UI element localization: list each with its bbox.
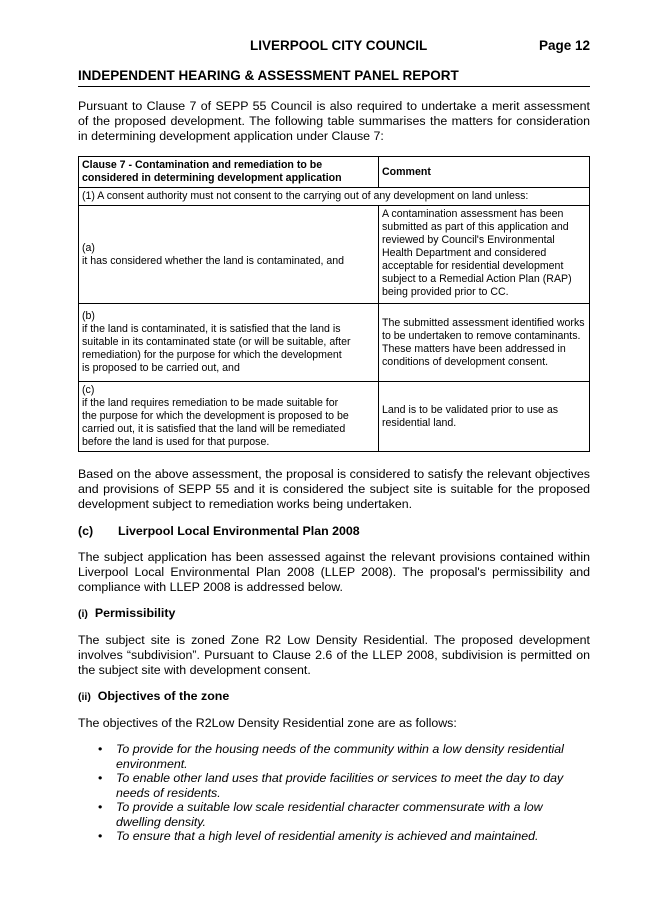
clause-label: (c) xyxy=(82,384,95,396)
clause-text: if the land is contaminated, it is satisfied that the land is suitable in its contaminated state (or will be suitable, after remediation) for the purpose for which the development is proposed to be carried out, and xyxy=(82,323,351,374)
table-row xyxy=(79,382,590,452)
permissibility-heading xyxy=(78,606,175,620)
objectives-intro: The objectives of the R2Low Density Residential zone are as follows: xyxy=(78,716,457,730)
council-name: LIVERPOOL CITY COUNCIL xyxy=(250,38,428,53)
clause-cell xyxy=(79,206,379,304)
table-row xyxy=(79,206,590,304)
clause-cell xyxy=(79,304,379,382)
permissibility-title: Permissibility xyxy=(94,606,176,620)
clause-label: (a) xyxy=(82,241,95,254)
table-header-clause: Clause 7 - Contamination and remediation to be considered in determining development application xyxy=(79,157,379,188)
conclusion-paragraph: Based on the above assessment, the proposal is considered to satisfy the relevant objectives and provisions of SEPP 55 and it is considered the subject site is suitable for the proposed development subject to remediation works being undertaken. xyxy=(78,467,590,511)
comment-cell: The submitted assessment identified works to be undertaken to remove contaminants. These matters have been addressed in conditions of development consent. xyxy=(379,304,590,382)
page-number: Page 12 xyxy=(538,38,590,53)
table-row xyxy=(79,304,590,382)
list-item: • To enable other land uses that provide facilities or services to meet the day to day needs of residents. xyxy=(78,771,590,800)
report-title: INDEPENDENT HEARING & ASSESSMENT PANEL REPORT xyxy=(78,68,590,87)
list-item: • To provide a suitable low scale residential character commensurate with a low dwelling density. xyxy=(78,800,590,829)
section-c-title: Liverpool Local Environmental Plan 2008 xyxy=(118,524,360,538)
table-header-comment: Comment xyxy=(379,157,590,188)
clause-text: if the land requires remediation to be made suitable for the purpose for which the development is proposed to be carried out, it is satisfied that the land will be remediated before the land is used for that purpose. xyxy=(82,397,349,448)
table-header-row xyxy=(79,157,590,188)
table-span-row xyxy=(79,188,590,206)
comment-cell: A contamination assessment has been submitted as part of this application and reviewed by Council's Environmental Health Department and considered acceptable for residential development subject to a Remedial Action Plan (RAP) being provided prior to CC. xyxy=(379,206,590,304)
section-c-number: (c) xyxy=(78,524,94,538)
list-item: • To ensure that a high level of residential amenity is achieved and maintained. xyxy=(78,829,590,844)
intro-paragraph: Pursuant to Clause 7 of SEPP 55 Council is also required to undertake a merit assessment of the proposed development. The following table summarises the matters for consideration in determining development application under Clause 7: xyxy=(78,99,590,143)
section-c-paragraph: The subject application has been assessed against the relevant provisions contained within Liverpool Local Environmental Plan 2008 (LLEP 2008). The proposal's permissibility and compliance with LLEP 2008 is addressed below. xyxy=(78,550,590,594)
clause-7-table xyxy=(78,156,590,452)
clause-label: (b) xyxy=(82,310,95,322)
span-row-text: (1) A consent authority must not consent to the carrying out of any development on land unless: xyxy=(79,188,590,206)
objectives-heading xyxy=(78,689,229,703)
objectives-title: Objectives of the zone xyxy=(97,689,230,703)
objectives-list xyxy=(78,742,590,844)
permissibility-paragraph: The subject site is zoned Zone R2 Low Density Residential. The proposed development involves “subdivision”. Pursuant to Clause 2.6 of the LLEP 2008, subdivision is permitted on the subject site with development consent. xyxy=(78,633,590,677)
page-header xyxy=(78,38,590,54)
objectives-number: (ii) xyxy=(78,691,91,703)
clause-cell xyxy=(79,382,379,452)
clause-text: it has considered whether the land is contaminated, and xyxy=(82,254,345,267)
permissibility-number: (i) xyxy=(78,608,88,620)
list-item: • To provide for the housing needs of the community within a low density residential environment. xyxy=(78,742,590,771)
section-c-heading xyxy=(78,524,360,538)
comment-cell: Land is to be validated prior to use as residential land. xyxy=(379,382,590,452)
